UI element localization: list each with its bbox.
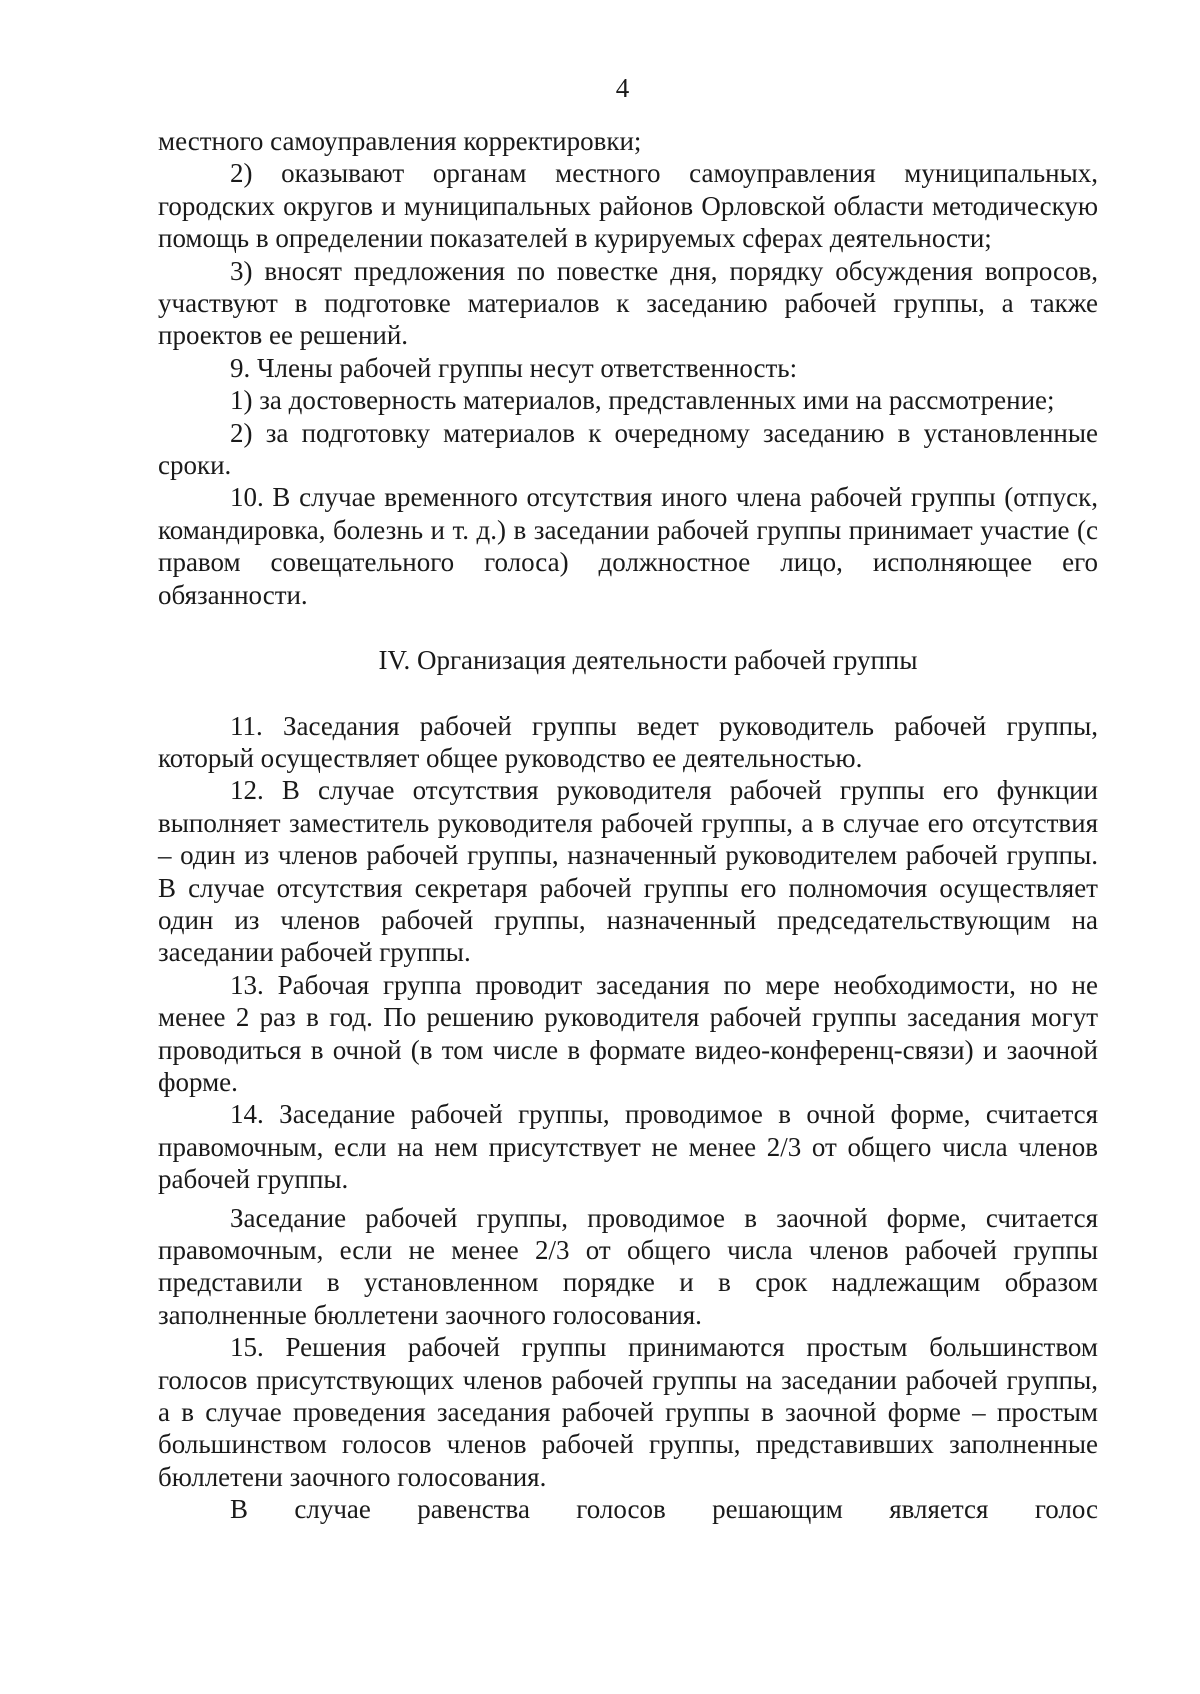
paragraph-10: 10. В случае временного отсутствия иного члена рабочей группы (отпуск, командировка, болезнь и т. д.) в заседании рабочей группы принимает участие (с правом совещательного голоса) должностное лицо, исполняющее его обязанности. (158, 482, 1098, 610)
paragraph-9-item-2: 2) за подготовку материалов к очередному заседанию в установленные сроки. (158, 417, 1098, 481)
paragraph-15: 15. Решения рабочей группы принимаются простым большинством голосов присутствующих членов рабочей группы на заседании рабочей группы, а в случае проведения заседания рабочей группы в заочной форме – простым большинством голосов членов рабочей группы, представивших заполненные бюллетени заочного голосования. (158, 1332, 1098, 1492)
document-body (158, 125, 1098, 1526)
paragraph-9: 9. Члены рабочей группы несут ответственность: (230, 352, 798, 383)
paragraph-14: 14. Заседание рабочей группы, проводимое в очной форме, считается правомочным, если на нем присутствует не менее 2/3 от общего числа членов рабочей группы. (158, 1099, 1098, 1195)
list-item-2: 2) оказывают органам местного самоуправления муниципальных, городских округов и муниципальных районов Орловской области методическую помощь в определении показателей в курируемых сферах деятельности; (158, 158, 1098, 254)
paragraph-9-item-1: 1) за достоверность материалов, представленных ими на рассмотрение; (230, 385, 1055, 416)
paragraph-11: 11. Заседания рабочей группы ведет руководитель рабочей группы, который осуществляет общее руководство ее деятельностью. (158, 710, 1098, 773)
paragraph-15-continued: В случае равенства голосов решающим является голос (230, 1494, 1098, 1525)
list-item-3: 3) вносят предложения по повестке дня, порядку обсуждения вопросов, участвуют в подготовке материалов к заседанию рабочей группы, а также проектов ее решений. (158, 255, 1098, 351)
paragraph-continuation: местного самоуправления корректировки; (158, 126, 642, 156)
paragraph-14-continued: Заседание рабочей группы, проводимое в заочной форме, считается правомочным, если не менее 2/3 от общего числа членов рабочей группы представили в установленном порядке и в срок надлежащим образом заполненные бюллетени заочного голосования. (158, 1202, 1098, 1330)
paragraph-13: 13. Рабочая группа проводит заседания по мере необходимости, но не менее 2 раз в год. По решению руководителя рабочей группы заседания могут проводиться в очной (в том числе в формате видео-конференц-связи) и заочной форме. (158, 969, 1098, 1097)
section-heading: IV. Организация деятельности рабочей группы (378, 645, 918, 676)
page-number: 4 (615, 73, 630, 103)
paragraph-12: 12. В случае отсутствия руководителя рабочей группы его функции выполняет заместитель руководителя рабочей группы, а в случае его отсутствия – один из членов рабочей группы, назначенный руководителем рабочей группы. В случае отсутствия секретаря рабочей группы его полномочия осуществляет один из членов рабочей группы, назначенный председательствующим на заседании рабочей группы. (158, 775, 1098, 968)
